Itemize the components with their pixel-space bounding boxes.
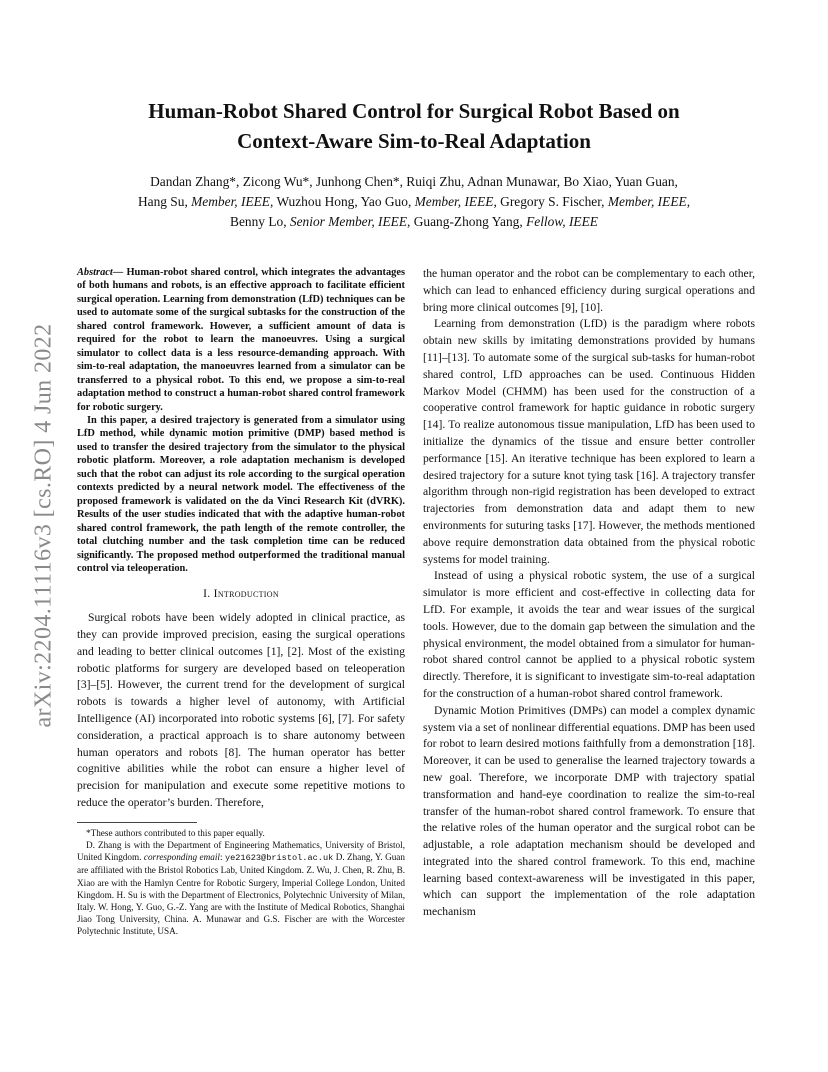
author-line-3 bbox=[80, 212, 748, 232]
author-membership: Senior Member, IEEE bbox=[289, 214, 408, 229]
footnote-equal-contribution: *These authors contributed to this paper equally. bbox=[86, 827, 265, 838]
author-names: Benny Lo, bbox=[230, 214, 290, 229]
section-title: Introduction bbox=[213, 587, 279, 601]
footnote-divider bbox=[77, 822, 197, 823]
author-names: , Guang-Zhong Yang, bbox=[407, 214, 527, 229]
abstract bbox=[77, 266, 405, 575]
abstract-text: — Human-robot shared control, which integrates the advantages of both humans and robots, is an effective approach to facilitate efficient surgical operation. Learning from demonstration (LfD) techniques can be used to automate some of the surgical subtasks for the construction of the shared control framework. However, a sufficient amount of data is required for the robot to learn the manoeuvres. Using a surgical simulator to collect data is a less resource-demanding approach. With sim-to-real adaptation, the manoeuvres learned from a simulator can be transferred to a physical robot. To this end, we propose a sim-to-real adaptation method to construct a human-robot shared control framework for robotic surgery. bbox=[77, 267, 405, 413]
footnote-affiliations bbox=[77, 839, 405, 938]
abstract-paragraph-2: In this paper, a desired trajectory is generated from a simulator using LfD method, while dynamic motion primitive (DMP) based method is used to transfer the desired trajectory from the simulator to the physical robotic platform. Moreover, a role adaptation mechanism is developed such that the robot can adjust its role according to the surgical operation contexts predicted by a neural network model. The effectiveness of the proposed framework is validated on the da Vinci Research Kit (dVRK). Results of the user studies indicated that with the adaptive human-robot shared control framework, the path length of the remote controller, the total clutching number and the task completion time can be reduced significantly. The proposed method outperformed the traditional manual control via teleoperation. bbox=[77, 414, 405, 574]
author-names: , Wuzhou Hong, Yao Guo, bbox=[269, 194, 415, 209]
author-membership: Fellow, IEEE bbox=[526, 214, 598, 229]
right-column bbox=[423, 266, 755, 921]
author-list bbox=[80, 172, 748, 232]
author-punctuation: , bbox=[686, 194, 691, 209]
footnotes bbox=[77, 827, 405, 938]
affiliation-text: D. Zhang, Y. Guan are affiliated with the Bristol Robotics Lab, United Kingdom. Z. Wu, J. Chen, R. Zhu, B. Xiao are with the Hamlyn Centre for Robotic Surgery, Imperial College London, United Kingdom. H. Su is with the Department of Electronics, Polytechnic University of Milan, Italy. W. Hong, Y. Guo, G.-Z. Yang are with the Institute of Medical Robotics, Shanghai Jiao Tong University, China. A. Munawar and G.S. Fischer are with the Worcester Polytechnic Institute, USA. bbox=[77, 852, 405, 937]
author-names: Hang Su, bbox=[137, 194, 192, 209]
title-line-1: Human-Robot Shared Control for Surgical Robot Based on bbox=[148, 99, 680, 123]
corresponding-email-link[interactable]: ye21623@bristol.ac.uk bbox=[224, 853, 334, 864]
arxiv-identifier-stamp bbox=[28, 290, 60, 760]
abstract-label: Abstract bbox=[77, 267, 113, 278]
author-line-1: Dandan Zhang*, Zicong Wu*, Junhong Chen*, Ruiqi Zhu, Adnan Munawar, Bo Xiao, Yuan Guan, bbox=[150, 174, 678, 189]
author-line-2 bbox=[80, 192, 748, 212]
author-names: , Gregory S. Fischer, bbox=[493, 194, 608, 209]
section-number: I. bbox=[203, 587, 214, 601]
title-line-2: Context-Aware Sim-to-Real Adaptation bbox=[237, 129, 591, 153]
abstract-paragraph-1 bbox=[77, 266, 405, 414]
paper-title bbox=[90, 96, 738, 156]
body-paragraph-dmp: Dynamic Motion Primitives (DMPs) can model a complex dynamic system via a set of nonlinear differential equations. DMP has been used for robot to learn desired motions faithfully from a demonstration [18]. Moreover, it can be used to generalise the learned trajectory towards a new goal. Therefore, we incorporate DMP with trajectory spatial transformation and hand-eye coordination to realize the sim-to-real transfer of the human-robot shared control framework. To ensure that the relative roles of the human operator and the surgical robot can be adjustable, a role adaptation mechanism should be developed and integrated into the shared control framework. To this end, machine learning based context-awareness will be investigated in this paper, which can support the implementation of the role adaptation mechanism bbox=[423, 703, 755, 919]
affiliation-punctuation: : bbox=[219, 852, 225, 863]
author-membership: Member, IEEE bbox=[191, 194, 270, 209]
body-paragraph-continued: the human operator and the robot can be complementary to each other, which can lead to enhanced efficiency during surgical operations and bring more clinical outcomes [9], [10]. bbox=[423, 267, 755, 314]
introduction-text-left bbox=[77, 610, 405, 812]
left-column bbox=[77, 266, 405, 938]
affiliation-text: D. Zhang is with the Department of Engineering Mathematics, University of Bristol, United Kingdom. bbox=[77, 839, 405, 863]
introduction-text-right bbox=[423, 266, 755, 921]
body-paragraph-lfd: Learning from demonstration (LfD) is the paradigm where robots obtain new skills by imitating demonstrations provided by humans [11]–[13]. To automate some of the surgical sub-tasks for human-robot shared control, LfD approaches can be used. Continuous Hidden Markov Model (CHMM) has been used for the construction of a cooperative control framework for haptic guidance in robotic surgery [14]. To realize autonomous tissue manipulation, LfD has been used to initialize the dynamics of the tissue and ensure better controller performance [15]. An iterative technique has been explored to learn a desired trajectory for a suture knot tying task [16]. A trajectory transfer algorithm through non-rigid registration has been developed to extract trajectories from demonstration data and adapt them to new environments for suturing tasks [17]. However, the methods mentioned above require demonstration data obtained from the physical robotic systems for model training. bbox=[423, 317, 755, 566]
author-membership: Member, IEEE bbox=[607, 194, 687, 209]
arxiv-identifier[interactable]: arXiv:2204.11116v3 [cs.RO] 4 Jun 2022 bbox=[30, 322, 57, 728]
section-heading-introduction bbox=[77, 586, 405, 603]
email-label: corresponding email bbox=[143, 852, 220, 863]
author-membership: Member, IEEE bbox=[414, 194, 494, 209]
body-paragraph-simulator: Instead of using a physical robotic system, the use of a surgical simulator is more efficient and cost-effective in collecting data for LfD. For example, it avoids the tear and wear issues of the surgical tools. However, due to the domain gap between the simulation and the physical environment, the model obtained from a simulator for human-robot shared control cannot be applied to a physical robotic system directly. Therefore, it is significant to investigate sim-to-real adaptation for the construction of a human-robot shared control framework. bbox=[423, 569, 755, 700]
body-paragraph: Surgical robots have been widely adopted in clinical practice, as they can provide improved precision, easing the surgical operations and leading to better clinical outcomes [1], [2]. Most of the existing robotic platforms for surgery are developed based on teleoperation [3]–[5]. However, the current trend for the development of surgical robots is towards a higher level of autonomy, with Artificial Intelligence (AI) incorporated into robotic systems [6], [7]. For safety consideration, a practical approach is to share autonomy between human operators and robots [8]. The human operator has better cognitive abilities while the robot can ensure a higher level of precision for manipulation and execute some repetitive motions to reduce the operator’s burden. Therefore, bbox=[77, 611, 405, 809]
